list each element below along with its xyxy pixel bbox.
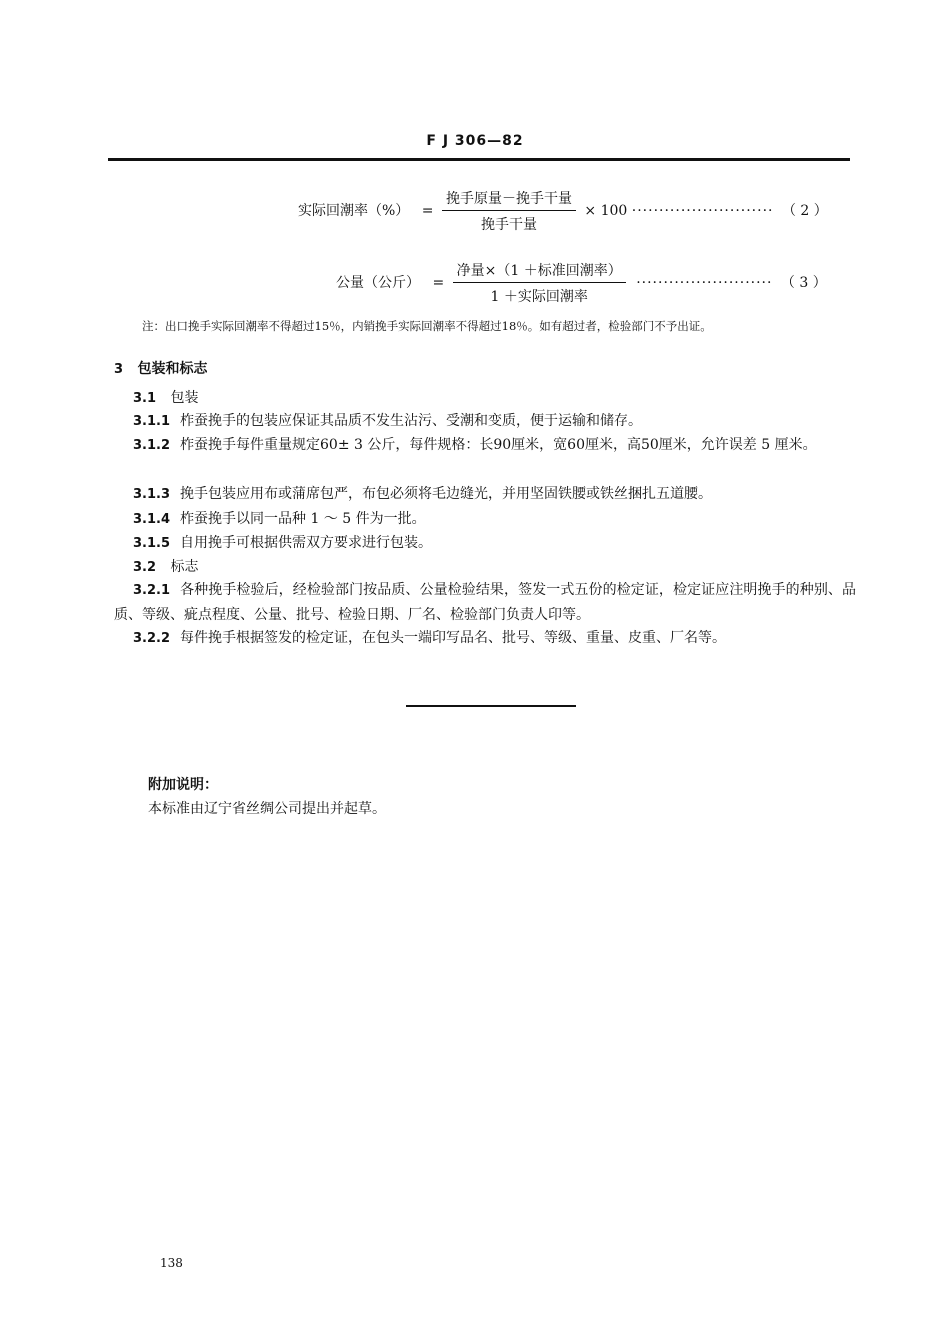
formula-2-label: 实际回潮率（%） bbox=[298, 203, 410, 219]
formula-3-number: （ 3 ） bbox=[780, 275, 827, 291]
formula-3-numerator: 净量×（1 ＋标准回潮率） bbox=[453, 260, 626, 283]
formula-3-dots: ························· bbox=[636, 275, 773, 291]
paragraph-3-1-3-text: 挽手包装应用布或蒲席包严，布包必须将毛边缝光，并用坚固铁腰或铁丝捆扎五道腰。 bbox=[180, 486, 713, 502]
paragraph-3-2-1-number: 3.2.1 bbox=[133, 583, 171, 598]
formula-2-equals: = bbox=[421, 203, 434, 219]
formula-2-denominator: 挽手干量 bbox=[480, 217, 537, 233]
paragraph-3-1-4-number: 3.1.4 bbox=[133, 512, 171, 527]
section-3-1-number: 3.1 bbox=[133, 391, 157, 406]
formula-2-fraction bbox=[442, 188, 576, 234]
paragraph-3-1-4-text: 柞蚕挽手以同一品种 1 ～ 5 件为一批。 bbox=[180, 511, 426, 527]
formula-3-denominator: 1 ＋实际回潮率 bbox=[490, 289, 588, 305]
paragraph-3-2-2-text: 每件挽手根据签发的检定证，在包头一端印写品名、批号、等级、重量、皮重、厂名等。 bbox=[180, 630, 727, 646]
additional-notes-text: 本标准由辽宁省丝绸公司提出并起草。 bbox=[148, 801, 386, 817]
section-3-title: 包装和标志 bbox=[137, 361, 208, 377]
paragraph-3-1-4 bbox=[114, 507, 856, 532]
section-3-2-number: 3.2 bbox=[133, 560, 157, 575]
section-3-2-title: 标志 bbox=[170, 559, 199, 575]
additional-notes-title: 附加说明： bbox=[148, 777, 218, 793]
formula-3-label: 公量（公斤） bbox=[336, 275, 420, 291]
formula-2 bbox=[298, 188, 828, 234]
formula-2-dots: ·························· bbox=[631, 203, 774, 219]
section-3-heading bbox=[114, 358, 208, 378]
formula-3-fraction bbox=[453, 260, 626, 306]
paragraph-3-2-2-number: 3.2.2 bbox=[133, 631, 171, 646]
paragraph-3-1-5 bbox=[114, 531, 856, 556]
paragraph-3-2-1-text: 各种挽手检验后，经检验部门按品质、公量检验结果，签发一式五份的检定证，检定证应注明挽手的种别、品质、等级、疵点程度、公量、批号、检验日期、厂名、检验部门负责人印等。 bbox=[114, 582, 856, 623]
paragraph-3-1-2 bbox=[114, 433, 856, 458]
formula-2-numerator: 挽手原量－挽手干量 bbox=[442, 188, 576, 211]
formula-2-multiplier: × 100 bbox=[584, 203, 628, 219]
header-rule bbox=[108, 158, 850, 161]
end-rule bbox=[406, 705, 576, 707]
formula-3-equals: = bbox=[432, 275, 445, 291]
section-3-1-title: 包装 bbox=[170, 390, 199, 406]
section-3-number: 3 bbox=[114, 362, 124, 377]
paragraph-3-1-1-number: 3.1.1 bbox=[133, 414, 171, 429]
section-3-1-heading bbox=[133, 387, 198, 407]
paragraph-3-1-1 bbox=[114, 409, 856, 434]
paragraph-3-2-1 bbox=[114, 578, 856, 627]
formula-note: 注：出口挽手实际回潮率不得超过15％，内销挽手实际回潮率不得超过18％。如有超过者，检验部门不予出证。 bbox=[142, 319, 712, 333]
page-number: 138 bbox=[160, 1256, 183, 1270]
formula-3 bbox=[336, 260, 827, 306]
paragraph-3-1-5-number: 3.1.5 bbox=[133, 536, 171, 551]
paragraph-3-2-2 bbox=[114, 626, 856, 651]
paragraph-3-1-5-text: 自用挽手可根据供需双方要求进行包装。 bbox=[180, 535, 433, 551]
paragraph-3-1-2-text: 柞蚕挽手每件重量规定60± 3 公斤，每件规格：长90厘米，宽60厘米，高50厘米，允许误差 5 厘米。 bbox=[180, 437, 817, 453]
paragraph-3-1-3-number: 3.1.3 bbox=[133, 487, 171, 502]
paragraph-3-1-1-text: 柞蚕挽手的包装应保证其品质不发生沾污、受潮和变质，便于运输和储存。 bbox=[180, 413, 643, 429]
paragraph-3-1-3 bbox=[114, 482, 856, 507]
formula-2-number: （ 2 ） bbox=[781, 203, 828, 219]
section-3-2-heading bbox=[133, 556, 198, 576]
paragraph-3-1-2-number: 3.1.2 bbox=[133, 438, 171, 453]
standard-code-header: F J 306—82 bbox=[426, 133, 524, 149]
